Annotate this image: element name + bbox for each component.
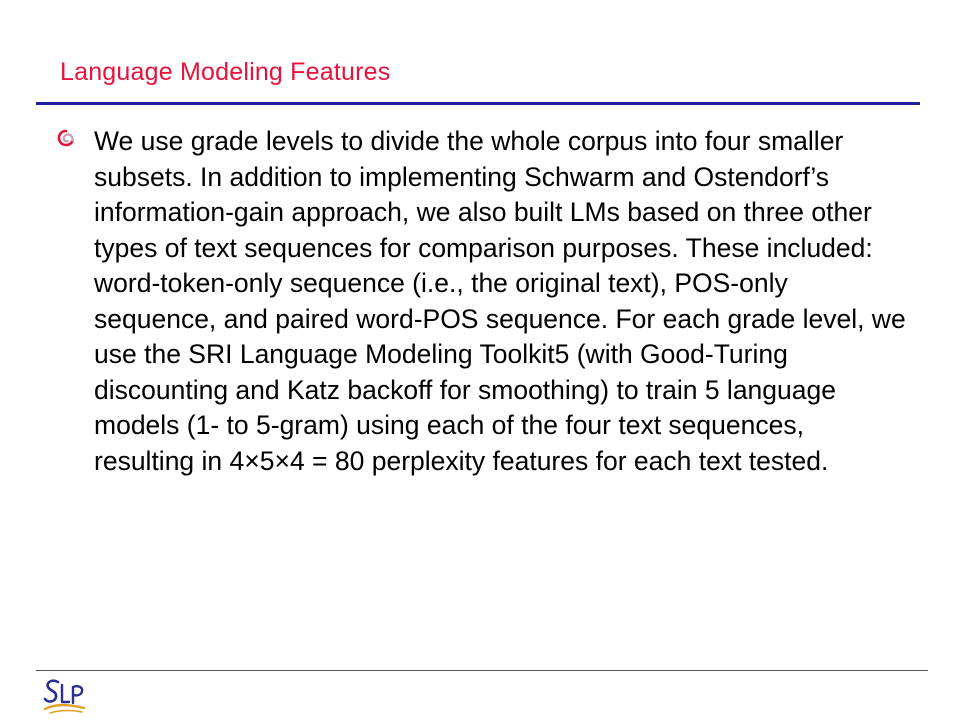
swirl-bullet-icon bbox=[56, 128, 76, 148]
slp-logo-icon bbox=[42, 676, 90, 716]
bullet-text: We use grade levels to divide the whole corpus into four smaller subsets. In addition to implementing Schwarm and Ostendorf’s information-gain approach, we also built LMs based on three other types of text sequences for comparison purposes. These included: word-token-only sequence (i.e., the original text), POS-only sequence, and paired word-POS sequence. For each grade level, we use the SRI Language Modeling Toolkit5 (with Good-Turing discounting and Katz backoff for smoothing) to train 5 language models (1- to 5-gram) using each of the four text sequences, resulting in 4×5×4 = 80 perplexity features for each text tested. bbox=[94, 126, 906, 476]
slide-title: Language Modeling Features bbox=[60, 58, 391, 86]
title-divider bbox=[36, 102, 920, 105]
footer-divider bbox=[36, 670, 928, 671]
